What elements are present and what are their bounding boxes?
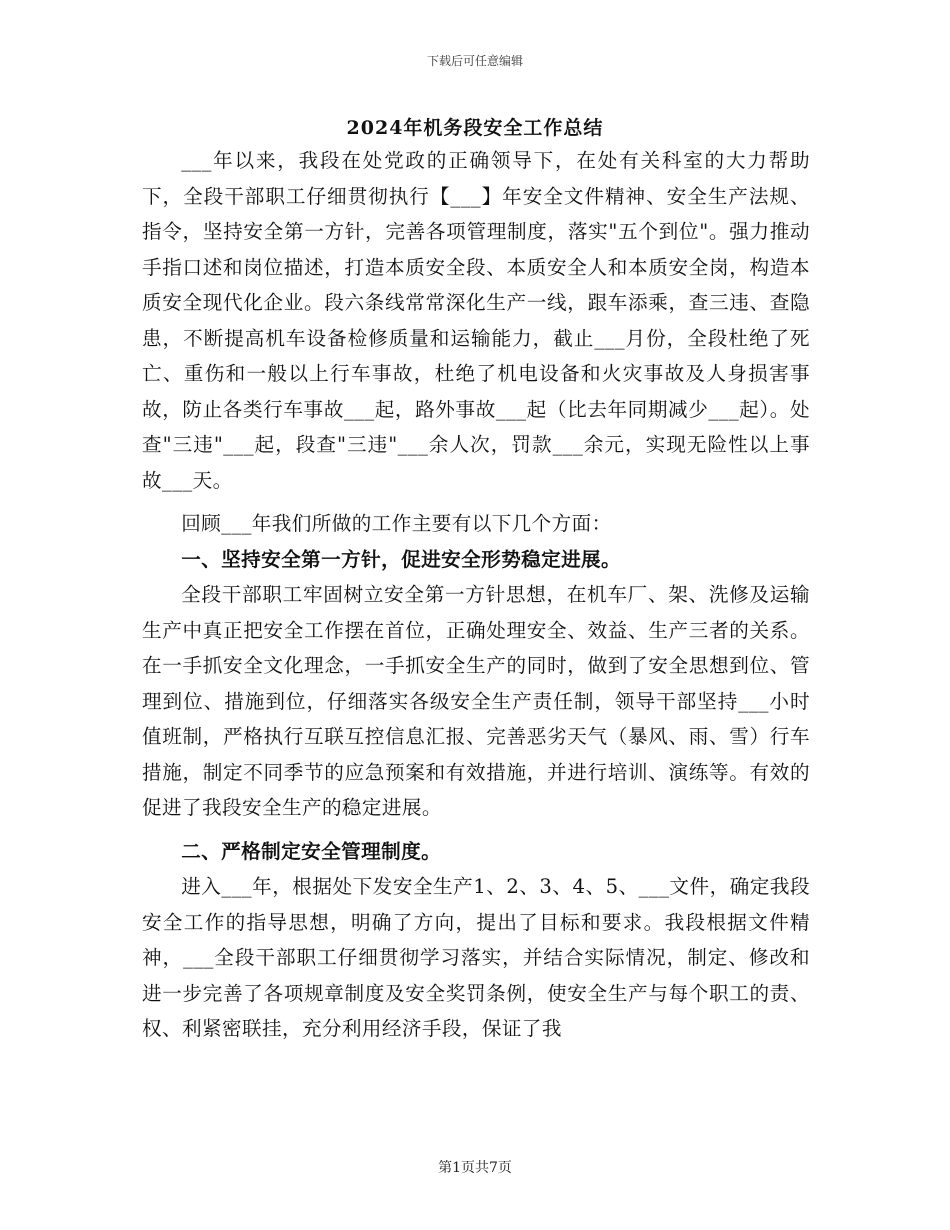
section-2-heading: 二、严格制定安全管理制度。 — [181, 839, 442, 863]
download-note: 下载后可任意编辑 — [426, 54, 523, 68]
document-body — [142, 143, 810, 1047]
section-2-paragraph: 进入___年，根据处下发安全生产1、2、3、4、5、___文件，确定我段安全工作的指导思想，明确了方向，提出了目标和要求。我段根据文件精神，___全段干部职工仔细贯彻学习落实，并结合实际情况，制定、修改和进一步完善了各项规章制度及安全奖罚条例，使安全生产与每个职工的责、权、利紧密联挂，充分利用经济手段，保证了我 — [142, 875, 810, 1040]
intro-paragraph: ___年以来，我段在处党政的正确领导下，在处有关科室的大力帮助下，全段干部职工仔细贯彻执行【___】年安全文件精神、安全生产法规、指令，坚持安全第一方针，完善各项管理制度，落实"五个到位"。强力推动手指口述和岗位描述，打造本质安全段、本质安全人和本质安全岗，构造本质安全现代化企业。段六条线常常深化生产一线，跟车添乘，查三违、查隐患，不断提高机车设备检修质量和运输能力，截止___月份，全段杜绝了死亡、重伤和一般以上行车事故，杜绝了机电设备和火灾事故及人身损害事故，防止各类行车事故___起，路外事故___起（比去年同期减少___起）。处查"三违"___起，段查"三违"___余人次，罚款___余元，实现无险性以上事故___天。 — [142, 149, 810, 492]
section-1-heading: 一、坚持安全第一方针，促进安全形势稳定进展。 — [181, 547, 622, 571]
document-title: 2024年机务段安全工作总结 — [346, 117, 604, 139]
section-1-paragraph: 全段干部职工牢固树立安全第一方针思想，在机车厂、架、洗修及运输生产中真正把安全工作摆在首位，正确处理安全、效益、生产三者的关系。在一手抓安全文化理念，一手抓安全生产的同时，做到了安全思想到位、管理到位、措施到位，仔细落实各级安全生产责任制，领导干部坚持___小时值班制，严格执行互联互控信息汇报、完善恶劣天气（暴风、雨、雪）行车措施，制定不同季节的应急预案和有效措施，并进行培训、演练等。有效的促进了我段安全生产的稳定进展。 — [142, 583, 810, 819]
page-number: 第1页共7页 — [438, 1160, 512, 1176]
review-paragraph: 回顾___年我们所做的工作主要有以下几个方面： — [181, 512, 612, 535]
